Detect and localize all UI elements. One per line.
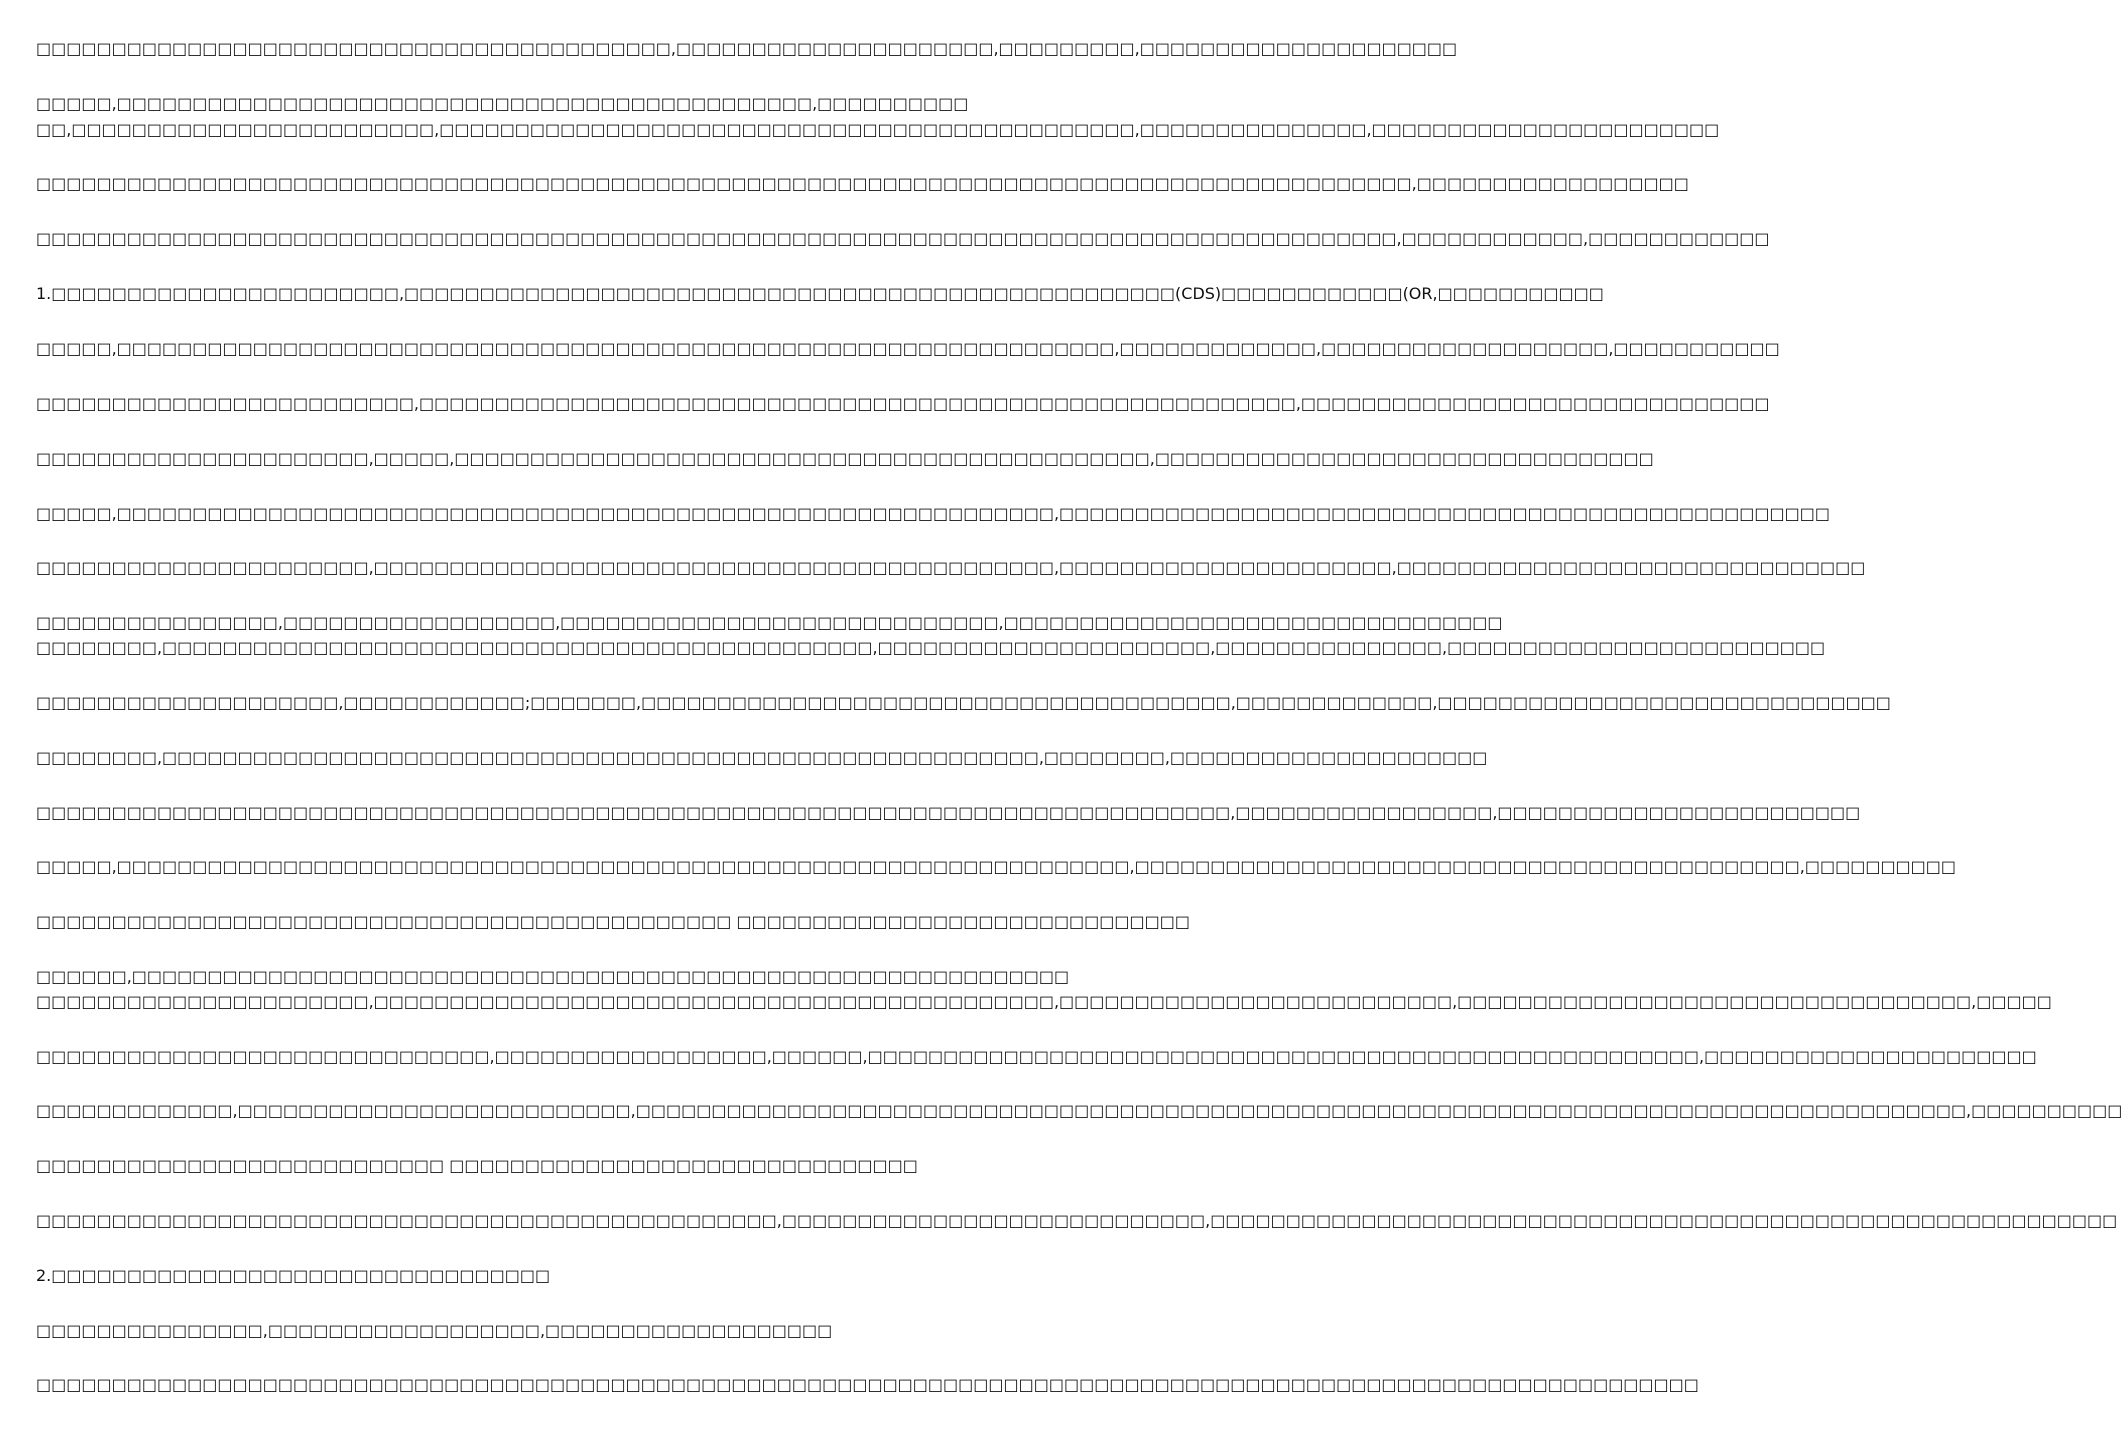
- text-line: □□□□□□□□□□□□□□□,□□□□□□□□□□□□□□□□□□,□□□□□□□□□□□□□□□□□□□: [36, 1321, 833, 1340]
- text-line: □□□□□,□□□□□□□□□□□□□□□□□□□□□□□□□□□□□□□□□□□□□□□□□□□□□□□□□□□□□□□□□□□□□□,□□□□□□□□□□□□□□□□□□□□□□□□□□□□□□□□□□□□□□□□□□□□□□□□□□□: [36, 504, 1830, 523]
- text-line: □□□□□,□□□□□□□□□□□□□□□□□□□□□□□□□□□□□□□□□□□□□□□□□□□□□□□□□□□□□□□□□□□□□□□□□□□,□□□□□□□□□□□□□□□□□□□□□□□□□□□□□□□□□□□□□□□□□□□□,□□□□□□□□□□: [36, 857, 1957, 876]
- text-line: □□□□□□□□,□□□□□□□□□□□□□□□□□□□□□□□□□□□□□□□□□□□□□□□□□□□□□□□□□□□□□□□□□□,□□□□□□□□,□□□□□□□□□□□□□□□□□□□□□: [36, 748, 1488, 767]
- text-line: □□□□□□□□,□□□□□□□□□□□□□□□□□□□□□□□□□□□□□□□□□□□□□□□□□□□□□□□,□□□□□□□□□□□□□□□□□□□□□□,□□□□□□□□□□□□□□□,□□□□□□□□□□□□□□□□□□□□□□□□□: [36, 638, 1826, 657]
- text-line: □□□□□□□□□□□□□□□□□□□□□□□□□□□□□□□□□□□□□□□□□□□□□□□□□□□□□□□□□□□□□□□□□□□□□□□□□□□□□□□□□□□□□□□□□□□,□□□□□□□□□□□□□□□□□□: [36, 174, 1689, 193]
- text-line: □□□□□□□□□□□□□□□□□□□□□□□□□□□□□□□□□□□□□□□□□□□□□□□□□□□□□□□□□□□□□□□□□□□□□□□□□□□□□□□□□□□□□□□□□□□□□□□□□□□□□□□□□□□□□□: [36, 1375, 1699, 1394]
- text-line: □□□□□,□□□□□□□□□□□□□□□□□□□□□□□□□□□□□□□□□□□□□□□□□□□□□□□□□□□□□□□□□□□□□□□□□□,□□□□□□□□□□□□□,□□□□□□□□□□□□□□□□□□□,□□□□□□□□□□□: [36, 339, 1780, 358]
- text-line: □□□□□□□□□□□□□□□□□□□□□□□□□□□□□□□□□□□□□□□□□□□□□□□□□□□□□□□□□□□□□□□□□□□□□□□□□□□□□□□□□□□□□□□□□□,□□□□□□□□□□□□,□□□□□□□□□□□□: [36, 229, 1770, 248]
- text-line: □□□□□□□□□□□□□□□□□□□□□□,□□□□□□□□□□□□□□□□□□□□□□□□□□□□□□□□□□□□□□□□□□□□□,□□□□□□□□□□□□□□□□□□□□□□□□□□,□□□□□□□□□□□□□□□□□□□□□□□□□□□□□□□□□□,□□□□□: [36, 992, 2052, 1011]
- text-line: □□□□□□□□□□□□□□□□□□□□□□□□□□□□□□□□□□□□□□□□□□□□□□□□□,□□□□□□□□□□□□□□□□□□□□□□□□□□□□,□□□□□□□□□□□□□□□□□□□□□□□□□□□□□□□□□□□□□□□□□□□□□□□□□□□□□□□□□□□□: [36, 1211, 2118, 1230]
- text-line: □□□□□□,□□□□□□□□□□□□□□□□□□□□□□□□□□□□□□□□□□□□□□□□□□□□□□□□□□□□□□□□□□□□□□: [36, 967, 1070, 986]
- section-heading: 2.□□□□□□□□□□□□□□□□□□□□□□□□□□□□□□□□□: [36, 1266, 551, 1285]
- text-line: □□□□□□□□□□□□□□□□□□□□□□□□□□□□□□□□□□□□□□□□□□□□□□ □□□□□□□□□□□□□□□□□□□□□□□□□□□□□□: [36, 912, 1190, 931]
- text-line: □□□□□□□□□□□□□□□□□□□□,□□□□□□□□□□□□;□□□□□□□,□□□□□□□□□□□□□□□□□□□□□□□□□□□□□□□□□□□□□□□,□□□□□□□□□□□□□,□□□□□□□□□□□□□□□□□□□□□□□□□□□□□□: [36, 693, 1891, 712]
- text-line: □□□□□□□□□□□□□□□□□□□□□□,□□□□□,□□□□□□□□□□□□□□□□□□□□□□□□□□□□□□□□□□□□□□□□□□□□□□,□□□□□□□□□□□□□□□□□□□□□□□□□□□□□□□□□: [36, 449, 1654, 468]
- text-line: □□□□□□□□□□□□□□□□□□□□□□□□□□□ □□□□□□□□□□□□□□□□□□□□□□□□□□□□□□□: [36, 1156, 918, 1175]
- text-line: □□□□□□□□□□□□□□□□□□□□□□□□□□□□□□□□□□□□□□□□□□□□□□□□□□□□□□□□□□□□□□□□□□□□□□□□□□□□□□□,□□□□□□□□□□□□□□□□□,□□□□□□□□□□□□□□□□□□□□□□□□: [36, 803, 1861, 822]
- text-line: □□□□□□□□□□□□□□□□□□□□□□□□□□□□□□□□□□□□□□□□□□,□□□□□□□□□□□□□□□□□□□□□,□□□□□□□□□,□□□□□□□□□□□□□□□□□□□□□: [36, 39, 1458, 58]
- text-line: □□□□□□□□□□□□□□□□□□□□□□□□□□□□□□,□□□□□□□□□□□□□□□□□□,□□□□□□,□□□□□□□□□□□□□□□□□□□□□□□□□□□□□□□□□□□□□□□□□□□□□□□□□□□□□□□,□□□□□□□□□□□□□□□□□□□□□□: [36, 1047, 2037, 1066]
- text-line: □□□□□□□□□□□□□□□□□□□□□□,□□□□□□□□□□□□□□□□□□□□□□□□□□□□□□□□□□□□□□□□□□□□□,□□□□□□□□□□□□□□□□□□□□□□,□□□□□□□□□□□□□□□□□□□□□□□□□□□□□□□: [36, 558, 1866, 577]
- document-page: [36, 0, 2122, 1449]
- text-line: □□,□□□□□□□□□□□□□□□□□□□□□□□□,□□□□□□□□□□□□□□□□□□□□□□□□□□□□□□□□□□□□□□□□□□□□□□,□□□□□□□□□□□□□□□,□□□□□□□□□□□□□□□□□□□□□□□: [36, 120, 1720, 139]
- text-line: □□□□□□□□□□□□□□□□□□□□□□□□□,□□□□□□□□□□□□□□□□□□□□□□□□□□□□□□□□□□□□□□□□□□□□□□□□□□□□□□□□□□,□□□□□□□□□□□□□□□□□□□□□□□□□□□□□□□: [36, 394, 1770, 413]
- text-line: □□□□□□□□□□□□□□□□,□□□□□□□□□□□□□□□□□□,□□□□□□□□□□□□□□□□□□□□□□□□□□□□□,□□□□□□□□□□□□□□□□□□□□□□□□□□□□□□□□□: [36, 613, 1503, 632]
- text-line: □□□□□□□□□□□□□,□□□□□□□□□□□□□□□□□□□□□□□□□□,□□□□□□□□□□□□□□□□□□□□□□□□□□□□□□□□□□□□□□□□□□□□□□□□□□□□□□□□□□□□□□□□□□□□□□□□□□□□□□□□□□□□□□□□,□□□□□□□□□□: [36, 1101, 2122, 1120]
- text-line: 1.□□□□□□□□□□□□□□□□□□□□□□□,□□□□□□□□□□□□□□□□□□□□□□□□□□□□□□□□□□□□□□□□□□□□□□□□□□□(CDS)□□□□□□□□□□□□(OR,□□□□□□□□□□□: [36, 284, 1604, 303]
- text-line: □□□□□,□□□□□□□□□□□□□□□□□□□□□□□□□□□□□□□□□□□□□□□□□□□□□□,□□□□□□□□□□: [36, 94, 969, 113]
